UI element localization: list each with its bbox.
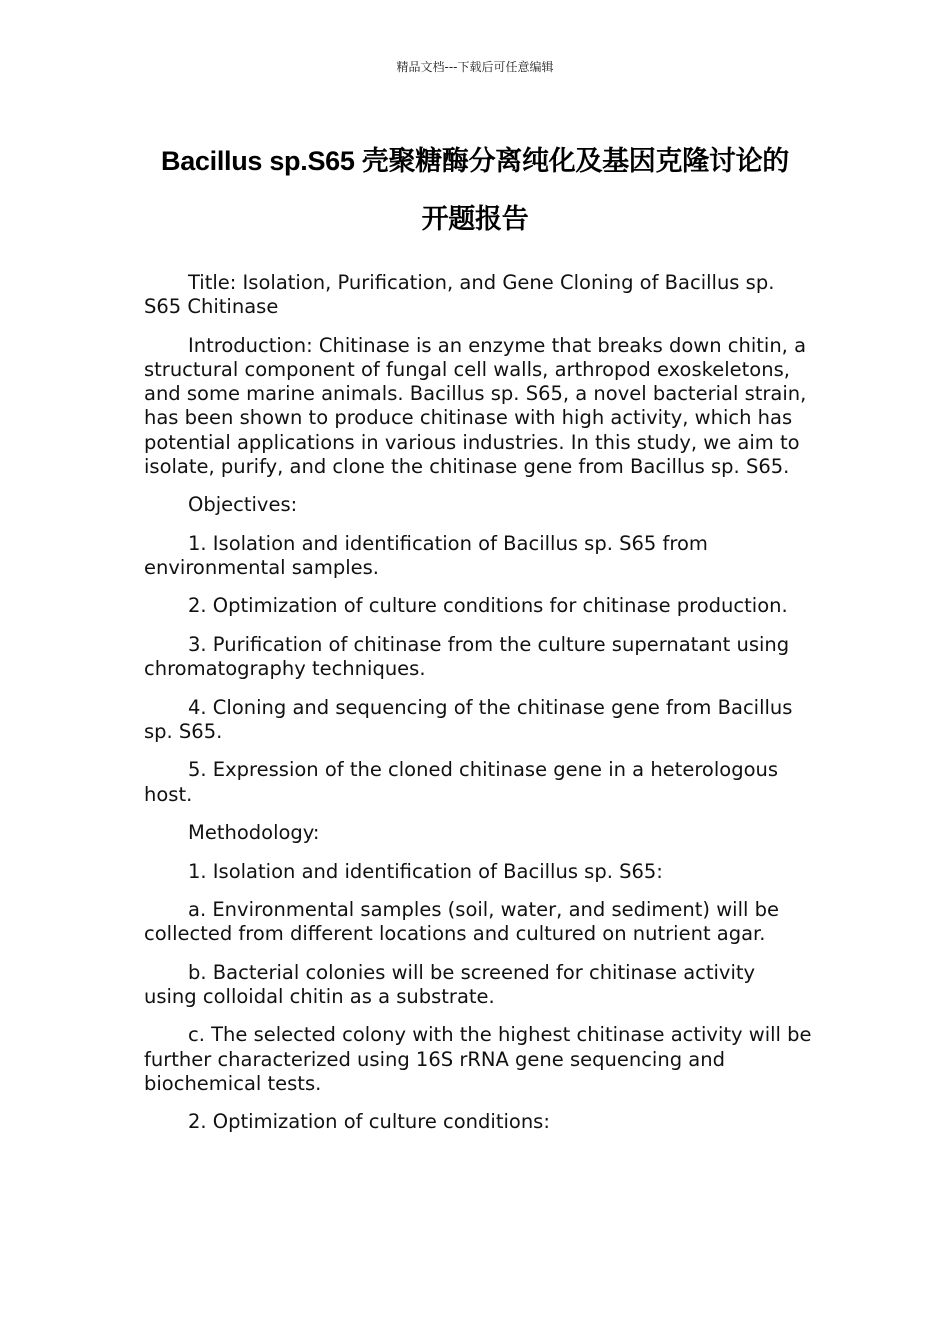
objective-item-1: 1. Isolation and identification of Bacillus sp. S65 from environmental samples. xyxy=(144,531,708,579)
methodology-step-1a: a. Environmental samples (soil, water, and sediment) will be collected from different locations and cultured on nutrient agar. xyxy=(144,898,779,946)
document-body xyxy=(144,271,812,1149)
methodology-heading: Methodology: xyxy=(188,821,320,845)
objectives-heading: Objectives: xyxy=(188,493,298,517)
title-paragraph: Title: Isolation, Purification, and Gene Cloning of Bacillus sp. S65 Chitinase xyxy=(144,271,775,319)
objective-item-5: 5. Expression of the cloned chitinase gene in a heterologous host. xyxy=(144,758,779,806)
objective-item-3: 3. Purification of chitinase from the culture supernatant using chromatography techniques. xyxy=(144,632,790,681)
document-title xyxy=(120,132,830,248)
methodology-step-1b: b. Bacterial colonies will be screened for chitinase activity using colloidal chitin as a substrate. xyxy=(144,960,756,1008)
title-line-2: 开题报告 xyxy=(421,204,529,234)
objective-item-4: 4. Cloning and sequencing of the chitinase gene from Bacillus sp. S65. xyxy=(144,695,793,743)
methodology-step-2: 2. Optimization of culture conditions: xyxy=(188,1110,550,1134)
objective-item-2: 2. Optimization of culture conditions for chitinase production. xyxy=(188,594,788,618)
methodology-step-1c: c. The selected colony with the highest chitinase activity will be further characterized using 16S rRNA gene sequencing and biochemical tests. xyxy=(144,1023,812,1095)
page-header: 精品文档---下载后可任意编辑 xyxy=(396,60,554,74)
introduction-paragraph: Introduction: Chitinase is an enzyme that breaks down chitin, a structural component of fungal cell walls, arthropod exoskeletons, and some marine animals. Bacillus sp. S65, a novel bacterial strain, has been shown to produce chitinase with high activity, which has potential applications in various industries. In this study, we aim to isolate, purify, and clone the chitinase gene from Bacillus sp. S65. xyxy=(144,333,807,478)
methodology-step-1: 1. Isolation and identification of Bacillus sp. S65: xyxy=(188,859,663,883)
title-line-1: Bacillus sp.S65 壳聚糖酶分离纯化及基因克隆讨论的 xyxy=(161,146,789,176)
